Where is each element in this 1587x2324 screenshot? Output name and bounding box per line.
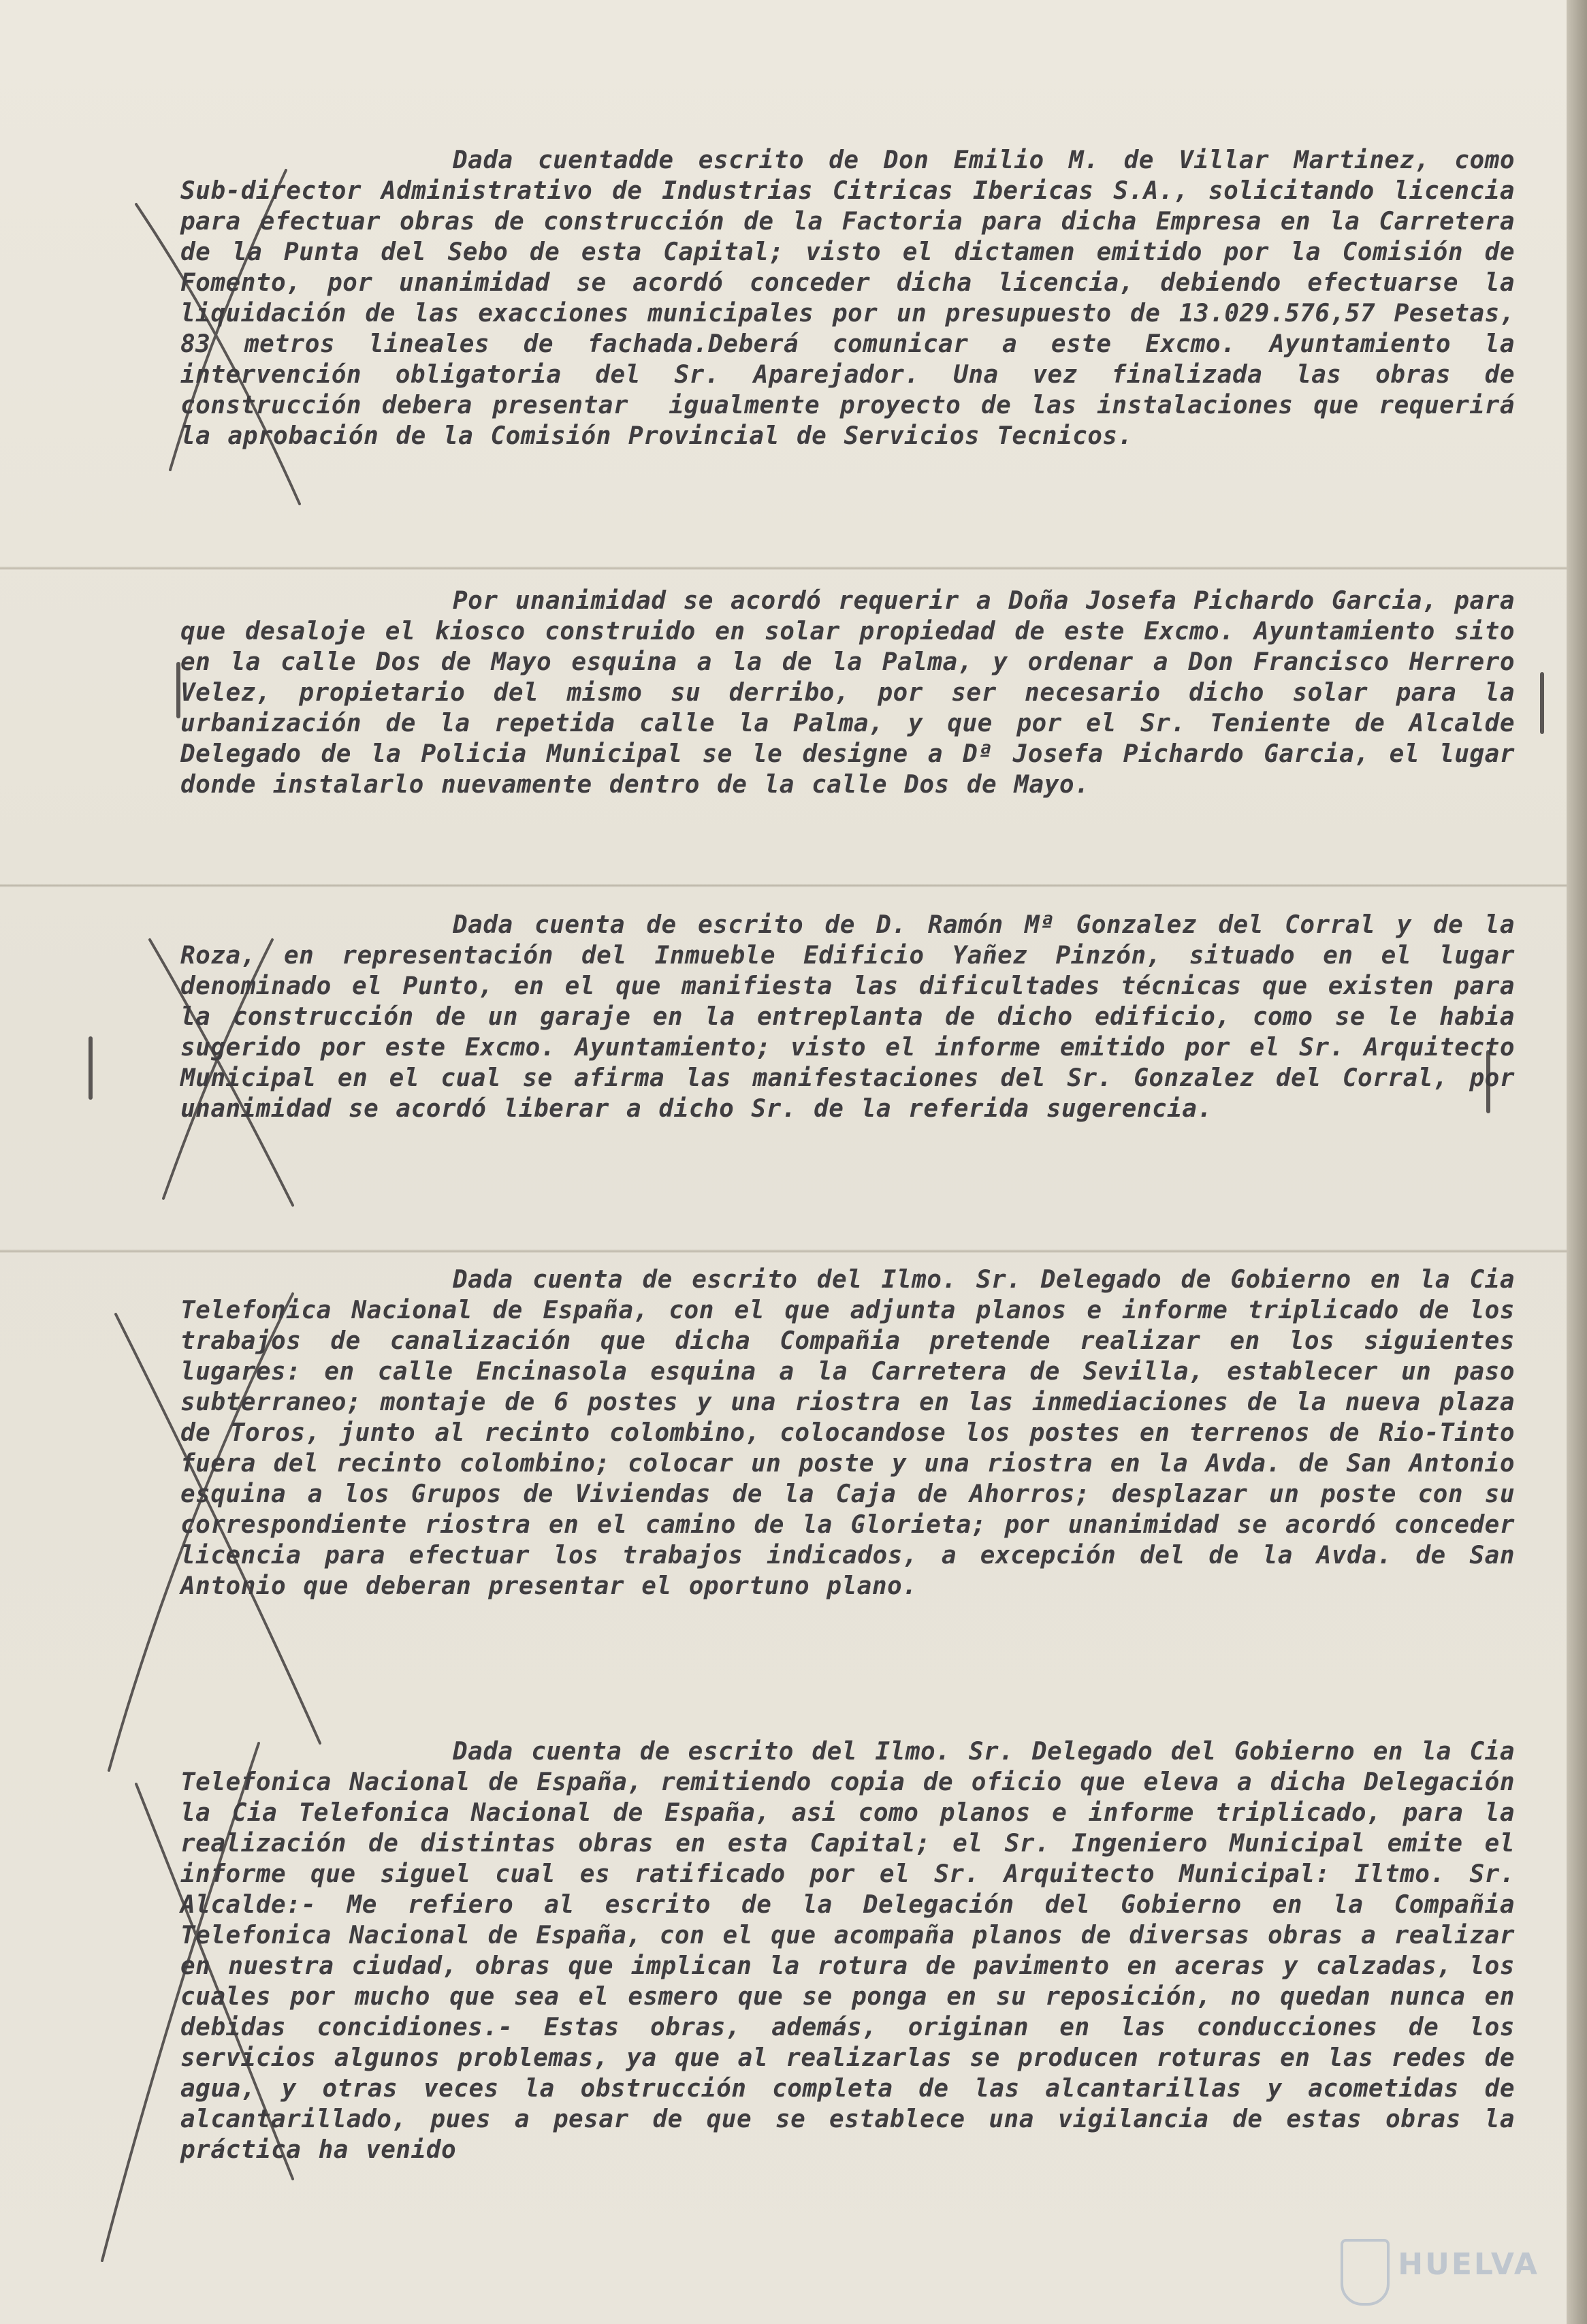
paragraph-4: Dada cuenta de escrito del Ilmo. Sr. Delegado de Gobierno en la Cia Telefonica Nacional de España, con el que adjunta planos e informe triplicado de los trabajos de canalización que dicha Compañia pretende realizar en los siguientes lugares: en calle Encinasola esquina a la Carretera de Sevilla, establecer un paso subterraneo; montaje de 6 postes y una riostra en las inmediaciones de la nueva plaza de Toros, junto al recinto colombino, colocandose los postes en terrenos de Rio-Tinto fuera del recinto colombino; colocar un poste y una riostra en la Avda. de San Antonio esquina a los Grupos de Viviendas de la Caja de Ahorros; desplazar un poste con su correspondiente riostra en el camino de la Glorieta; por unanimidad se acordó conceder licencia para efectuar los trabajos indicados, a excepción del de la Avda. de San Antonio que deberan presentar el oportuno plano. bbox=[180, 1266, 1533, 1600]
paragraph-1: Dada cuentadde escrito de Don Emilio M. de Villar Martinez, como Sub-director Administrativo de Industrias Citricas Ibericas S.A., solicitando licencia para efectuar obras de construcción de la Factoria para dicha Empresa en la Carretera de la Punta del Sebo de esta Capital; visto el dictamen emitido por la Comisión de Fomento, por unanimidad se acordó conceder dicha licencia, debiendo efectuarse la liquidación de las exacciones municipales por un presupuesto de 13.029.576,57 Pesetas, 83 metros lineales de fachada.Deberá comunicar a este Excmo. Ayuntamiento la intervención obligatoria del Sr. Aparejador. Una vez finalizada las obras de construcción debera presentar igualmente proyecto de las instalaciones que requerirá la aprobación de la Comisión Provincial de Servicios Tecnicos. bbox=[180, 146, 1533, 450]
paragraph-5: Dada cuenta de escrito del Ilmo. Sr. Delegado del Gobierno en la Cia Telefonica Nacional de España, remitiendo copia de oficio que eleva a dicha Delegación la Cia Telefonica Nacional de España, asi como planos e informe triplicado, para la realización de distintas obras en esta Capital; el Sr. Ingeniero Municipal emite el informe que siguel cual es ratificado por el Sr. Arquitecto Municipal: Iltmo. Sr. Alcalde:- Me refiero al escrito de la Delegación del Gobierno en la Compañia Telefonica Nacional de España, con el que acompaña planos de diversas obras a realizar en nuestra ciudad, obras que implican la rotura de pavimento en aceras y calzadas, los cuales por mucho que sea el esmero que se ponga en su reposición, no quedan nunca en debidas concidiones.- Estas obras, además, originan en las conducciones de los servicios algunos problemas, ya que al realizarlas se producen roturas en las redes de agua, y otras veces la obstrucción completa de las alcantarillas y acometidas de alcantarillado, pues a pesar de que se establece una vigilancia de estas obras la práctica ha venido bbox=[180, 1738, 1533, 2164]
archive-shield-icon bbox=[1341, 2239, 1390, 2306]
archive-watermark: HUELVA bbox=[1398, 2247, 1539, 2282]
paragraph-3: Dada cuenta de escrito de D. Ramón Mª Gonzalez del Corral y de la Roza, en representación del Inmueble Edificio Yañez Pinzón, situado en el lugar denominado el Punto, en el que manifiesta las dificultades técnicas que existen para la construcción de un garaje en la entreplanta de dicho edificio, como se le habia sugerido por este Excmo. Ayuntamiento; visto el informe emitido por el Sr. Arquitecto Municipal en el cual se afirma las manifestaciones del Sr. Gonzalez del Corral, por unanimidad se acordó liberar a dicho Sr. de la referida sugerencia. bbox=[180, 911, 1533, 1123]
paragraph-2: Por unanimidad se acordó requerir a Doña Josefa Pichardo Garcia, para que desaloje el kiosco construido en solar propiedad de este Excmo. Ayuntamiento sito en la calle Dos de Mayo esquina a la de la Palma, y ordenar a Don Francisco Herrero Velez, propietario del mismo su derribo, por ser necesario dicho solar para la urbanización de la repetida calle la Palma, y que por el Sr. Teniente de Alcalde Delegado de la Policia Municipal se le designe a Dª Josefa Pichardo Garcia, el lugar donde instalarlo nuevamente dentro de la calle Dos de Mayo. bbox=[180, 587, 1533, 799]
